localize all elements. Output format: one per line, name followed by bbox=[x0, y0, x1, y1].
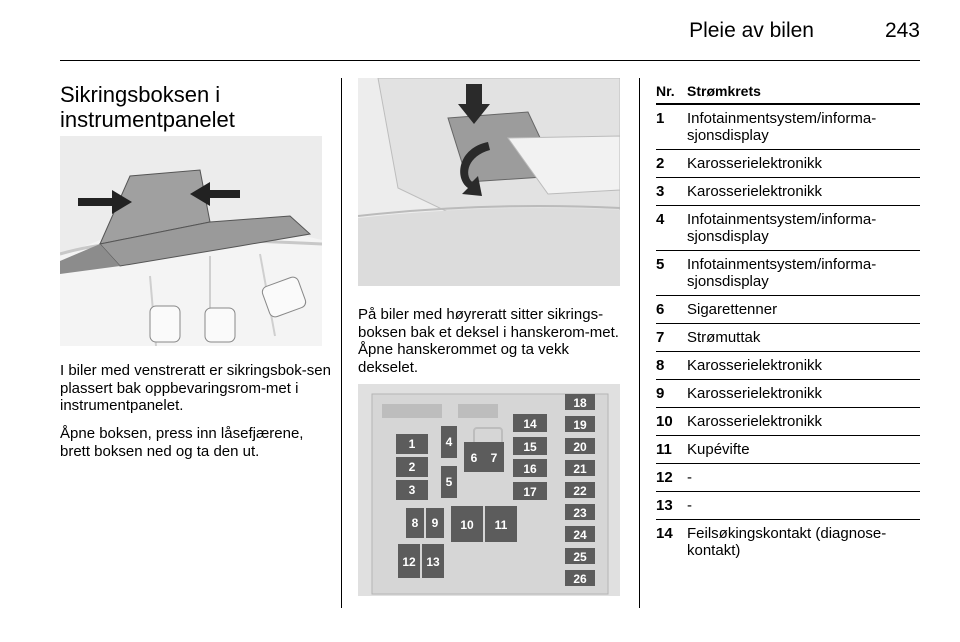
row-circuit: Infotainmentsystem/informa-sjonsdisplay bbox=[687, 256, 877, 290]
fuse-label-15: 15 bbox=[523, 440, 537, 454]
row-number: 13 bbox=[656, 497, 673, 514]
row-circuit: - bbox=[687, 497, 692, 514]
section-title: Sikringsboksen i instrumentpanelet bbox=[60, 82, 235, 132]
table-row bbox=[656, 380, 920, 408]
row-circuit: Karosserielektronikk bbox=[687, 183, 823, 200]
fuse-label-1: 1 bbox=[408, 437, 416, 451]
column-header-circuit: Strømkrets bbox=[687, 83, 761, 99]
fuse-label-9: 9 bbox=[431, 516, 439, 530]
fuse-label-19: 19 bbox=[573, 418, 587, 432]
row-circuit: Sigarettenner bbox=[687, 301, 778, 318]
fuse-label-24: 24 bbox=[573, 528, 587, 542]
table-row bbox=[656, 150, 920, 178]
row-circuit: Feilsøkingskontakt (diagnose-kontakt) bbox=[687, 525, 887, 559]
table-row bbox=[656, 206, 920, 251]
fuse-table-header bbox=[656, 78, 920, 105]
paragraph-open-box: Åpne boksen, press inn låsefjærene, brett boksen ned og ta den ut. bbox=[60, 425, 304, 460]
row-number: 10 bbox=[656, 413, 673, 430]
table-row bbox=[656, 520, 920, 564]
table-row bbox=[656, 352, 920, 380]
fuse-label-11: 11 bbox=[494, 518, 508, 532]
row-circuit: Infotainmentsystem/informa-sjonsdisplay bbox=[687, 110, 877, 144]
row-circuit: Karosserielektronikk bbox=[687, 155, 823, 172]
fuse-label-10: 10 bbox=[460, 518, 474, 532]
fuse-label-21: 21 bbox=[573, 462, 587, 476]
column-header-nr: Nr. bbox=[656, 83, 675, 99]
fuse-label-23: 23 bbox=[573, 506, 587, 520]
running-title: Pleie av bilen bbox=[689, 19, 814, 42]
paragraph-left-hand-drive: I biler med venstreratt er sikringsbok-sen plassert bak oppbevaringsrom-met i instrumentpanelet. bbox=[60, 362, 331, 414]
row-number: 2 bbox=[656, 155, 665, 172]
table-row bbox=[656, 492, 920, 520]
fuse-label-12: 12 bbox=[402, 555, 416, 569]
row-circuit: Kupévifte bbox=[687, 441, 750, 458]
fuse-label-4: 4 bbox=[445, 435, 453, 449]
fuse-label-2: 2 bbox=[408, 460, 416, 474]
row-number: 4 bbox=[656, 211, 665, 228]
row-number: 3 bbox=[656, 183, 665, 200]
row-number: 9 bbox=[656, 385, 665, 402]
fuse-label-3: 3 bbox=[408, 483, 416, 497]
fuse-label-16: 16 bbox=[523, 462, 537, 476]
row-number: 11 bbox=[656, 441, 672, 458]
column-divider-2 bbox=[639, 78, 640, 608]
row-number: 5 bbox=[656, 256, 665, 273]
fuse-label-5: 5 bbox=[445, 475, 453, 489]
fuse-label-6: 6 bbox=[470, 451, 478, 465]
fuse-label-14: 14 bbox=[523, 417, 537, 431]
fuse-label-22: 22 bbox=[573, 484, 587, 498]
illustration-glovebox bbox=[358, 78, 620, 286]
page-header bbox=[0, 0, 960, 64]
row-number: 7 bbox=[656, 329, 665, 346]
fuse-label-20: 20 bbox=[573, 440, 587, 454]
paragraph-right-hand-drive: På biler med høyreratt sitter sikrings-boksen bak et deksel i hanskerom-met. Åpne hanskerommet og ta vekk dekselet. bbox=[358, 306, 619, 376]
row-number: 1 bbox=[656, 110, 665, 127]
table-row bbox=[656, 178, 920, 206]
table-row bbox=[656, 296, 920, 324]
table-row bbox=[656, 464, 920, 492]
fuse-label-25: 25 bbox=[573, 550, 587, 564]
row-number: 12 bbox=[656, 469, 673, 486]
table-row bbox=[656, 324, 920, 352]
page-number: 243 bbox=[884, 19, 920, 42]
row-circuit: Karosserielektronikk bbox=[687, 413, 823, 430]
table-row bbox=[656, 251, 920, 296]
row-number: 8 bbox=[656, 357, 665, 374]
fuse-label-17: 17 bbox=[523, 485, 537, 499]
illustration-fuse-box-layout bbox=[358, 384, 620, 596]
illustration-storage-compartment bbox=[60, 136, 322, 346]
fuse-label-8: 8 bbox=[411, 516, 419, 530]
row-circuit: - bbox=[687, 469, 692, 486]
fuse-table bbox=[656, 78, 920, 564]
table-row bbox=[656, 436, 920, 464]
row-circuit: Strømuttak bbox=[687, 329, 761, 346]
fuse-label-18: 18 bbox=[573, 396, 587, 410]
row-number: 14 bbox=[656, 525, 673, 542]
row-circuit: Infotainmentsystem/informa-sjonsdisplay bbox=[687, 211, 877, 245]
row-circuit: Karosserielektronikk bbox=[687, 357, 823, 374]
fuse-label-13: 13 bbox=[426, 555, 440, 569]
row-number: 6 bbox=[656, 301, 665, 318]
table-row bbox=[656, 408, 920, 436]
header-rule bbox=[60, 60, 920, 61]
table-row bbox=[656, 105, 920, 150]
row-circuit: Karosserielektronikk bbox=[687, 385, 823, 402]
column-divider-1 bbox=[341, 78, 342, 608]
fuse-label-26: 26 bbox=[573, 572, 587, 586]
fuse-label-7: 7 bbox=[490, 451, 498, 465]
